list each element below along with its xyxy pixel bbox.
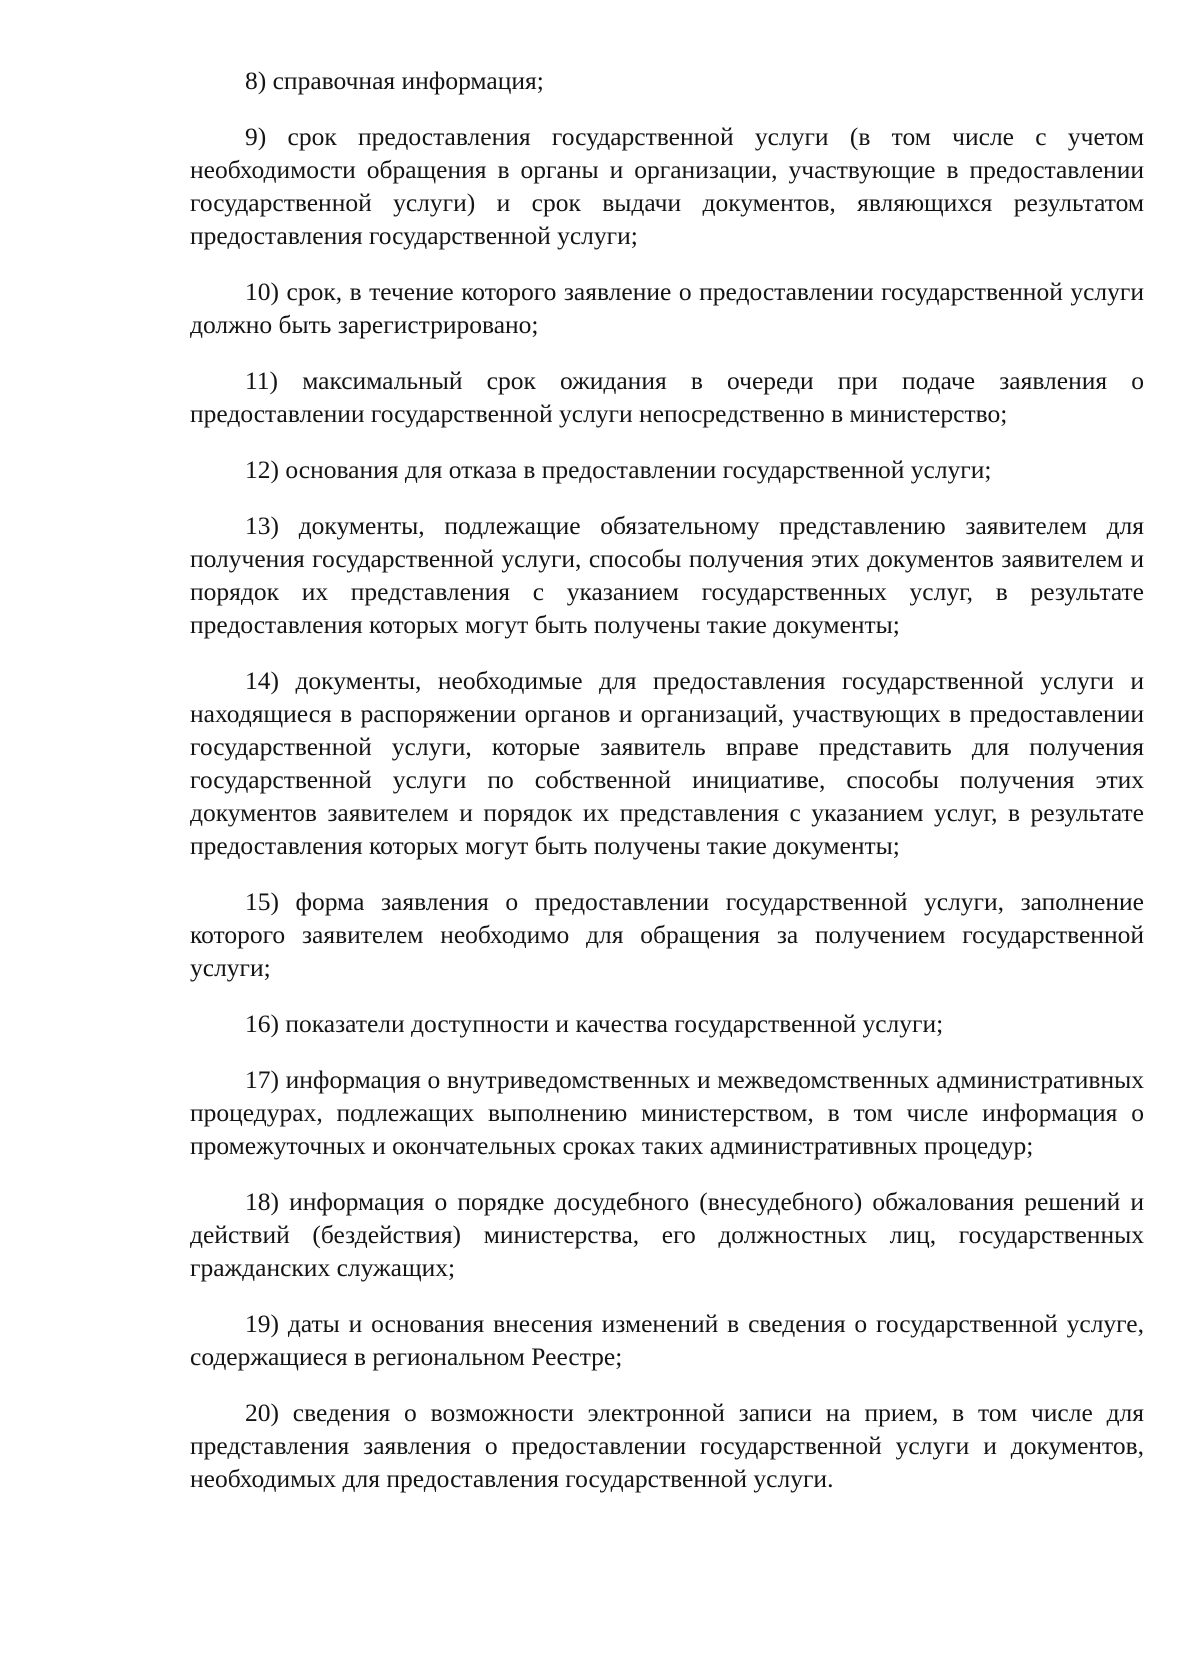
list-item-17: 17) информация о внутриведомственных и межведомственных административных процедурах, подлежащих выполнению министерством, в том числе информация о промежуточных и окончательных сроках таких административных процедур;	[190, 1065, 1144, 1160]
list-item-8: 8) справочная информация;	[245, 66, 544, 95]
list-item-20: 20) сведения о возможности электронной записи на прием, в том числе для представления заявления о предоставлении государственной услуги и документов, необходимых для предоставления государственной услуги.	[190, 1398, 1144, 1493]
list-item-19: 19) даты и основания внесения изменений в сведения о государственной услуге, содержащиеся в региональном Реестре;	[190, 1309, 1144, 1371]
list-item-15: 15) форма заявления о предоставлении государственной услуги, заполнение которого заявителем необходимо для обращения за получением государственной услуги;	[190, 887, 1144, 982]
list-item-9: 9) срок предоставления государственной услуги (в том числе с учетом необходимости обращения в органы и организации, участвующие в предоставлении государственной услуги) и срок выдачи документов, являющихся результатом предоставления государственной услуги;	[190, 122, 1144, 250]
list-item-18: 18) информация о порядке досудебного (внесудебного) обжалования решений и действий (бездействия) министерства, его должностных лиц, государственных гражданских служащих;	[190, 1187, 1144, 1282]
list-item-12: 12) основания для отказа в предоставлении государственной услуги;	[245, 455, 992, 484]
list-item-14: 14) документы, необходимые для предоставления государственной услуги и находящиеся в распоряжении органов и организаций, участвующих в предоставлении государственной услуги, которые заявитель вправе представить для получения государственной услуги по собственной инициативе, способы получения этих документов заявителем и порядок их представления с указанием услуг, в результате предоставления которых могут быть получены такие документы;	[190, 666, 1144, 860]
list-item-13: 13) документы, подлежащие обязательному представлению заявителем для получения государственной услуги, способы получения этих документов заявителем и порядок их представления с указанием государственных услуг, в результате предоставления которых могут быть получены такие документы;	[190, 511, 1144, 639]
list-item-16: 16) показатели доступности и качества государственной услуги;	[245, 1009, 944, 1038]
document-body	[190, 64, 1144, 1518]
list-item-10: 10) срок, в течение которого заявление о предоставлении государственной услуги должно быть зарегистрировано;	[190, 277, 1144, 339]
list-item-11: 11) максимальный срок ожидания в очереди при подаче заявления о предоставлении государственной услуги непосредственно в министерство;	[190, 366, 1144, 428]
